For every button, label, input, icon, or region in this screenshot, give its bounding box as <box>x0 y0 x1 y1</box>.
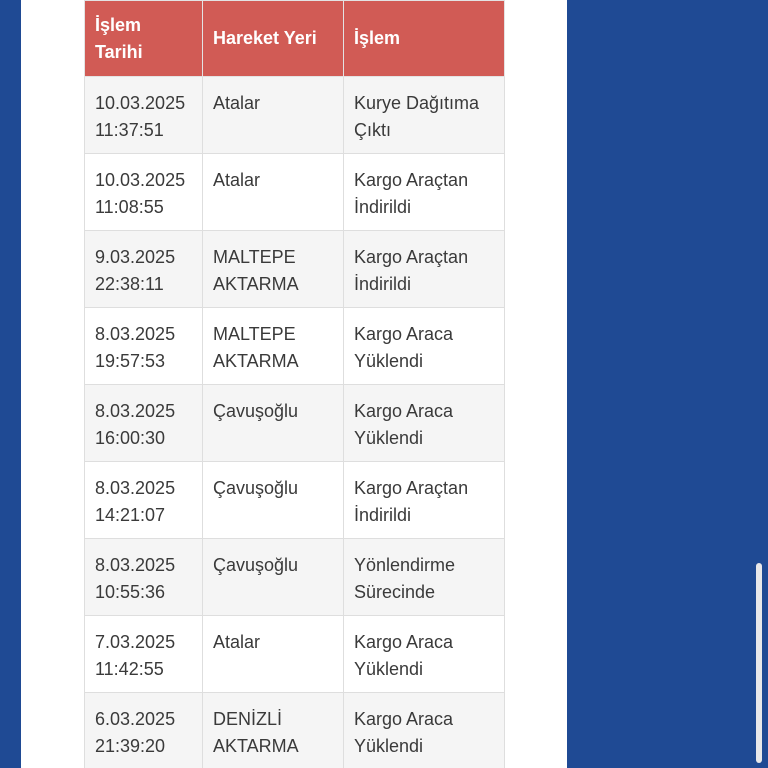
action-text: Kargo Araca <box>354 709 454 729</box>
cell-action <box>344 539 505 616</box>
table-row <box>85 385 505 462</box>
cell-action <box>344 462 505 539</box>
cell-location <box>203 462 344 539</box>
date-text: 8.03.2025 <box>95 478 176 498</box>
header-location: Hareket Yeri <box>203 1 344 77</box>
action-text-2: Yüklendi <box>354 659 424 679</box>
cell-date <box>85 539 203 616</box>
cell-action <box>344 231 505 308</box>
header-date <box>85 1 203 77</box>
date-text: 7.03.2025 <box>95 632 176 652</box>
time-text: 11:08:55 <box>95 197 164 217</box>
shipment-tracking-table <box>84 0 505 768</box>
table-row <box>85 77 505 154</box>
date-text: 10.03.2025 <box>95 93 186 113</box>
cell-date <box>85 231 203 308</box>
action-text-2: İndirildi <box>354 505 412 525</box>
action-text: Kargo Araca <box>354 401 454 421</box>
cell-action <box>344 385 505 462</box>
table-header-row <box>85 1 505 77</box>
location-text: Atalar <box>213 632 261 652</box>
table-row <box>85 693 505 768</box>
page-scrollbar[interactable] <box>756 563 762 763</box>
time-text: 10:55:36 <box>95 582 166 602</box>
cell-action <box>344 308 505 385</box>
cell-action <box>344 616 505 693</box>
action-text-2: İndirildi <box>354 197 412 217</box>
location-text: Çavuşoğlu <box>213 478 299 498</box>
cell-location <box>203 385 344 462</box>
location-text-2: AKTARMA <box>213 351 299 371</box>
table-row <box>85 616 505 693</box>
cell-action <box>344 77 505 154</box>
cell-location <box>203 308 344 385</box>
cell-location <box>203 154 344 231</box>
cell-date <box>85 385 203 462</box>
cell-date <box>85 616 203 693</box>
action-text: Kargo Araçtan <box>354 247 469 267</box>
action-text: Kargo Araçtan <box>354 478 469 498</box>
action-text: Kurye Dağıtıma <box>354 93 480 113</box>
time-text: 11:42:55 <box>95 659 164 679</box>
action-text: Kargo Araca <box>354 632 454 652</box>
cell-location <box>203 693 344 768</box>
cell-date <box>85 77 203 154</box>
table-row <box>85 462 505 539</box>
table-row <box>85 231 505 308</box>
cell-action <box>344 154 505 231</box>
location-text: Çavuşoğlu <box>213 401 299 421</box>
header-date-line2: Tarihi <box>95 41 143 62</box>
date-text: 8.03.2025 <box>95 401 176 421</box>
date-text: 9.03.2025 <box>95 247 176 267</box>
time-text: 22:38:11 <box>95 274 164 294</box>
table-row <box>85 154 505 231</box>
cell-date <box>85 462 203 539</box>
cell-location <box>203 616 344 693</box>
table-row <box>85 539 505 616</box>
cell-date <box>85 308 203 385</box>
time-text: 14:21:07 <box>95 505 166 525</box>
cell-action <box>344 693 505 768</box>
location-text: Atalar <box>213 93 261 113</box>
cell-date <box>85 154 203 231</box>
date-text: 10.03.2025 <box>95 170 186 190</box>
location-text: MALTEPE <box>213 247 296 267</box>
table-row <box>85 308 505 385</box>
location-text-2: AKTARMA <box>213 736 299 756</box>
cell-location <box>203 231 344 308</box>
action-text-2: Yüklendi <box>354 736 424 756</box>
location-text-2: AKTARMA <box>213 274 299 294</box>
action-text: Kargo Araçtan <box>354 170 469 190</box>
time-text: 16:00:30 <box>95 428 166 448</box>
action-text-2: Yüklendi <box>354 351 424 371</box>
time-text: 19:57:53 <box>95 351 166 371</box>
header-date-line1: İşlem <box>95 14 142 35</box>
location-text: Atalar <box>213 170 261 190</box>
time-text: 21:39:20 <box>95 736 166 756</box>
cell-location <box>203 539 344 616</box>
date-text: 8.03.2025 <box>95 324 176 344</box>
action-text: Kargo Araca <box>354 324 454 344</box>
action-text-2: Yüklendi <box>354 428 424 448</box>
location-text: Çavuşoğlu <box>213 555 299 575</box>
cell-location <box>203 77 344 154</box>
location-text: DENİZLİ <box>213 709 283 729</box>
date-text: 6.03.2025 <box>95 709 176 729</box>
time-text: 11:37:51 <box>95 120 164 140</box>
action-text-2: Sürecinde <box>354 582 436 602</box>
date-text: 8.03.2025 <box>95 555 176 575</box>
action-text-2: İndirildi <box>354 274 412 294</box>
header-action: İşlem <box>344 1 505 77</box>
cell-date <box>85 693 203 768</box>
location-text: MALTEPE <box>213 324 296 344</box>
action-text: Yönlendirme <box>354 555 456 575</box>
action-text-2: Çıktı <box>354 120 392 140</box>
